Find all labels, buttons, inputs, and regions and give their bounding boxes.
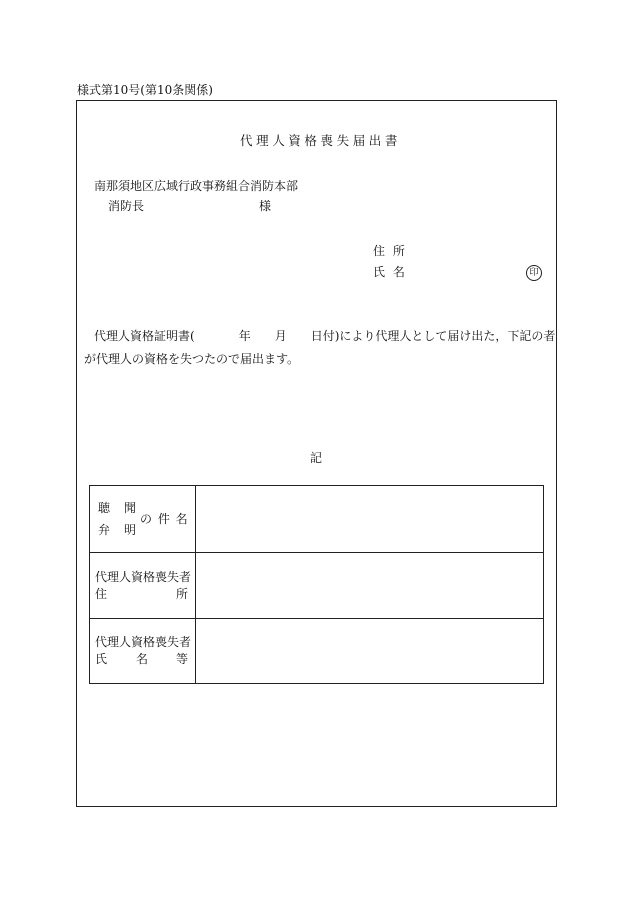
row-label-cell bbox=[90, 486, 196, 552]
name-value-cell[interactable] bbox=[196, 619, 543, 683]
applicant-name-label: 氏 名 bbox=[373, 265, 407, 279]
seal-icon: 印 bbox=[526, 265, 542, 281]
recipient-organization: 南那須地区広域行政事務組合消防本部 bbox=[94, 179, 299, 193]
row-label: 所 bbox=[176, 587, 189, 601]
table-row bbox=[90, 486, 543, 552]
document-title: 代理人資格喪失届出書 bbox=[240, 133, 402, 148]
month-label: 月 bbox=[274, 329, 287, 343]
ki-label: 記 bbox=[310, 451, 323, 465]
subject-value-cell[interactable] bbox=[196, 486, 543, 552]
row-label: 聴 聞 bbox=[98, 501, 138, 515]
row-label-cell bbox=[90, 553, 196, 618]
row-label: の 件 名 bbox=[140, 512, 189, 526]
row-label: 弁 明 bbox=[98, 523, 138, 537]
row-label: 住 bbox=[95, 587, 108, 601]
row-label: 氏 bbox=[95, 652, 108, 666]
row-label: 等 bbox=[176, 652, 189, 666]
recipient-role: 消防長 bbox=[108, 199, 145, 213]
body-text-line2: が代理人の資格を失つたので届出ます。 bbox=[84, 352, 300, 366]
body-text-line1 bbox=[94, 330, 555, 342]
row-label: 代理人資格喪失者 bbox=[95, 570, 192, 584]
row-label: 代理人資格喪失者 bbox=[95, 635, 192, 649]
address-value-cell[interactable] bbox=[196, 553, 543, 618]
recipient-honorific: 様 bbox=[259, 199, 272, 213]
detail-table bbox=[89, 485, 544, 684]
table-row bbox=[90, 552, 543, 618]
row-label: 名 bbox=[136, 652, 149, 666]
applicant-address-label: 住 所 bbox=[373, 244, 407, 258]
body-prefix: 代理人資格証明書( bbox=[94, 329, 195, 343]
year-label: 年 bbox=[238, 329, 251, 343]
form-number: 様式第10号(第10条関係) bbox=[77, 83, 213, 97]
row-label-cell bbox=[90, 619, 196, 683]
body-day-suffix: 日付)により代理人として届け出た，下記の者 bbox=[310, 329, 556, 343]
table-row bbox=[90, 618, 543, 683]
